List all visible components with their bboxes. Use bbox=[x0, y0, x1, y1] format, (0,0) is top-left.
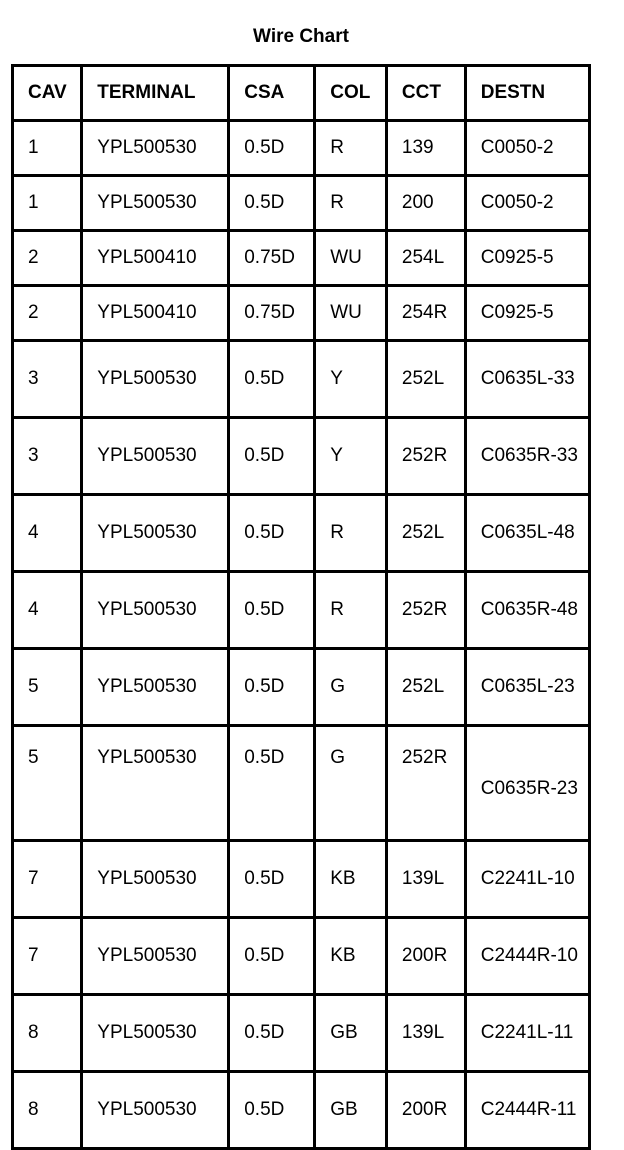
header-csa: CSA bbox=[229, 66, 315, 121]
cell-cav: 7 bbox=[13, 918, 82, 995]
cell-terminal: YPL500530 bbox=[82, 572, 229, 649]
cell-cav: 1 bbox=[13, 176, 82, 231]
page-title: Wire Chart bbox=[253, 26, 349, 47]
cell-cav: 2 bbox=[13, 286, 82, 341]
table-row bbox=[13, 649, 590, 726]
cell-csa: 0.5D bbox=[229, 995, 315, 1072]
cell-terminal: YPL500530 bbox=[82, 495, 229, 572]
cell-terminal: YPL500530 bbox=[82, 995, 229, 1072]
cell-csa: 0.5D bbox=[229, 726, 315, 841]
table-row bbox=[13, 418, 590, 495]
cell-cav: 8 bbox=[13, 1072, 82, 1149]
cell-cav: 3 bbox=[13, 418, 82, 495]
cell-destn: C2241L-11 bbox=[465, 995, 589, 1072]
cell-csa: 0.5D bbox=[229, 341, 315, 418]
header-cav: CAV bbox=[13, 66, 82, 121]
cell-cct: 252R bbox=[386, 418, 465, 495]
cell-cct: 200 bbox=[386, 176, 465, 231]
header-cct: CCT bbox=[386, 66, 465, 121]
cell-cav: 5 bbox=[13, 726, 82, 841]
cell-col: KB bbox=[315, 841, 387, 918]
cell-cct: 139L bbox=[386, 995, 465, 1072]
cell-col: WU bbox=[315, 231, 387, 286]
cell-csa: 0.5D bbox=[229, 176, 315, 231]
cell-destn: C0635R-23 bbox=[465, 726, 589, 841]
cell-terminal: YPL500530 bbox=[82, 918, 229, 995]
cell-cct: 139 bbox=[386, 121, 465, 176]
cell-col: G bbox=[315, 649, 387, 726]
cell-csa: 0.5D bbox=[229, 918, 315, 995]
cell-cct: 252L bbox=[386, 649, 465, 726]
cell-cct: 252L bbox=[386, 495, 465, 572]
cell-csa: 0.5D bbox=[229, 572, 315, 649]
table-row bbox=[13, 231, 590, 286]
cell-csa: 0.75D bbox=[229, 231, 315, 286]
cell-terminal: YPL500530 bbox=[82, 341, 229, 418]
table-header-row bbox=[13, 66, 590, 121]
cell-cav: 5 bbox=[13, 649, 82, 726]
cell-cct: 200R bbox=[386, 918, 465, 995]
cell-cct: 252L bbox=[386, 341, 465, 418]
table-row bbox=[13, 176, 590, 231]
cell-csa: 0.5D bbox=[229, 418, 315, 495]
cell-cav: 8 bbox=[13, 995, 82, 1072]
cell-cav: 2 bbox=[13, 231, 82, 286]
cell-cav: 1 bbox=[13, 121, 82, 176]
cell-cct: 252R bbox=[386, 572, 465, 649]
table-row bbox=[13, 341, 590, 418]
cell-terminal: YPL500530 bbox=[82, 841, 229, 918]
cell-terminal: YPL500530 bbox=[82, 121, 229, 176]
cell-col: R bbox=[315, 176, 387, 231]
cell-destn: C2241L-10 bbox=[465, 841, 589, 918]
table-row bbox=[13, 841, 590, 918]
cell-terminal: YPL500530 bbox=[82, 176, 229, 231]
cell-cct: 252R bbox=[386, 726, 465, 841]
cell-col: Y bbox=[315, 418, 387, 495]
cell-col: R bbox=[315, 121, 387, 176]
cell-destn: C0635R-33 bbox=[465, 418, 589, 495]
cell-csa: 0.5D bbox=[229, 841, 315, 918]
table-row bbox=[13, 121, 590, 176]
cell-col: G bbox=[315, 726, 387, 841]
cell-terminal: YPL500530 bbox=[82, 418, 229, 495]
cell-col: GB bbox=[315, 995, 387, 1072]
table-row bbox=[13, 918, 590, 995]
cell-terminal: YPL500410 bbox=[82, 286, 229, 341]
header-destn: DESTN bbox=[465, 66, 589, 121]
cell-csa: 0.5D bbox=[229, 121, 315, 176]
table-row bbox=[13, 495, 590, 572]
cell-col: R bbox=[315, 572, 387, 649]
cell-destn: C2444R-10 bbox=[465, 918, 589, 995]
cell-csa: 0.5D bbox=[229, 1072, 315, 1149]
cell-destn: C0050-2 bbox=[465, 176, 589, 231]
cell-terminal: YPL500530 bbox=[82, 726, 229, 841]
cell-destn: C0635R-48 bbox=[465, 572, 589, 649]
cell-destn: C0925-5 bbox=[465, 286, 589, 341]
cell-cav: 3 bbox=[13, 341, 82, 418]
header-col: COL bbox=[315, 66, 387, 121]
cell-col: R bbox=[315, 495, 387, 572]
cell-destn: C0635L-33 bbox=[465, 341, 589, 418]
cell-cav: 7 bbox=[13, 841, 82, 918]
cell-csa: 0.75D bbox=[229, 286, 315, 341]
table-row bbox=[13, 995, 590, 1072]
cell-destn: C0925-5 bbox=[465, 231, 589, 286]
header-terminal: TERMINAL bbox=[82, 66, 229, 121]
cell-destn: C2444R-11 bbox=[465, 1072, 589, 1149]
cell-cct: 254R bbox=[386, 286, 465, 341]
cell-destn: C0635L-23 bbox=[465, 649, 589, 726]
cell-terminal: YPL500530 bbox=[82, 649, 229, 726]
cell-cav: 4 bbox=[13, 495, 82, 572]
cell-csa: 0.5D bbox=[229, 649, 315, 726]
cell-col: Y bbox=[315, 341, 387, 418]
cell-destn: C0050-2 bbox=[465, 121, 589, 176]
cell-cct: 200R bbox=[386, 1072, 465, 1149]
cell-cct: 139L bbox=[386, 841, 465, 918]
table-row bbox=[13, 726, 590, 841]
cell-csa: 0.5D bbox=[229, 495, 315, 572]
wire-chart-table bbox=[11, 64, 591, 1150]
cell-destn: C0635L-48 bbox=[465, 495, 589, 572]
cell-col: GB bbox=[315, 1072, 387, 1149]
table-row bbox=[13, 572, 590, 649]
cell-col: KB bbox=[315, 918, 387, 995]
cell-terminal: YPL500410 bbox=[82, 231, 229, 286]
table-row bbox=[13, 286, 590, 341]
table-row bbox=[13, 1072, 590, 1149]
cell-cct: 254L bbox=[386, 231, 465, 286]
cell-col: WU bbox=[315, 286, 387, 341]
cell-terminal: YPL500530 bbox=[82, 1072, 229, 1149]
cell-cav: 4 bbox=[13, 572, 82, 649]
